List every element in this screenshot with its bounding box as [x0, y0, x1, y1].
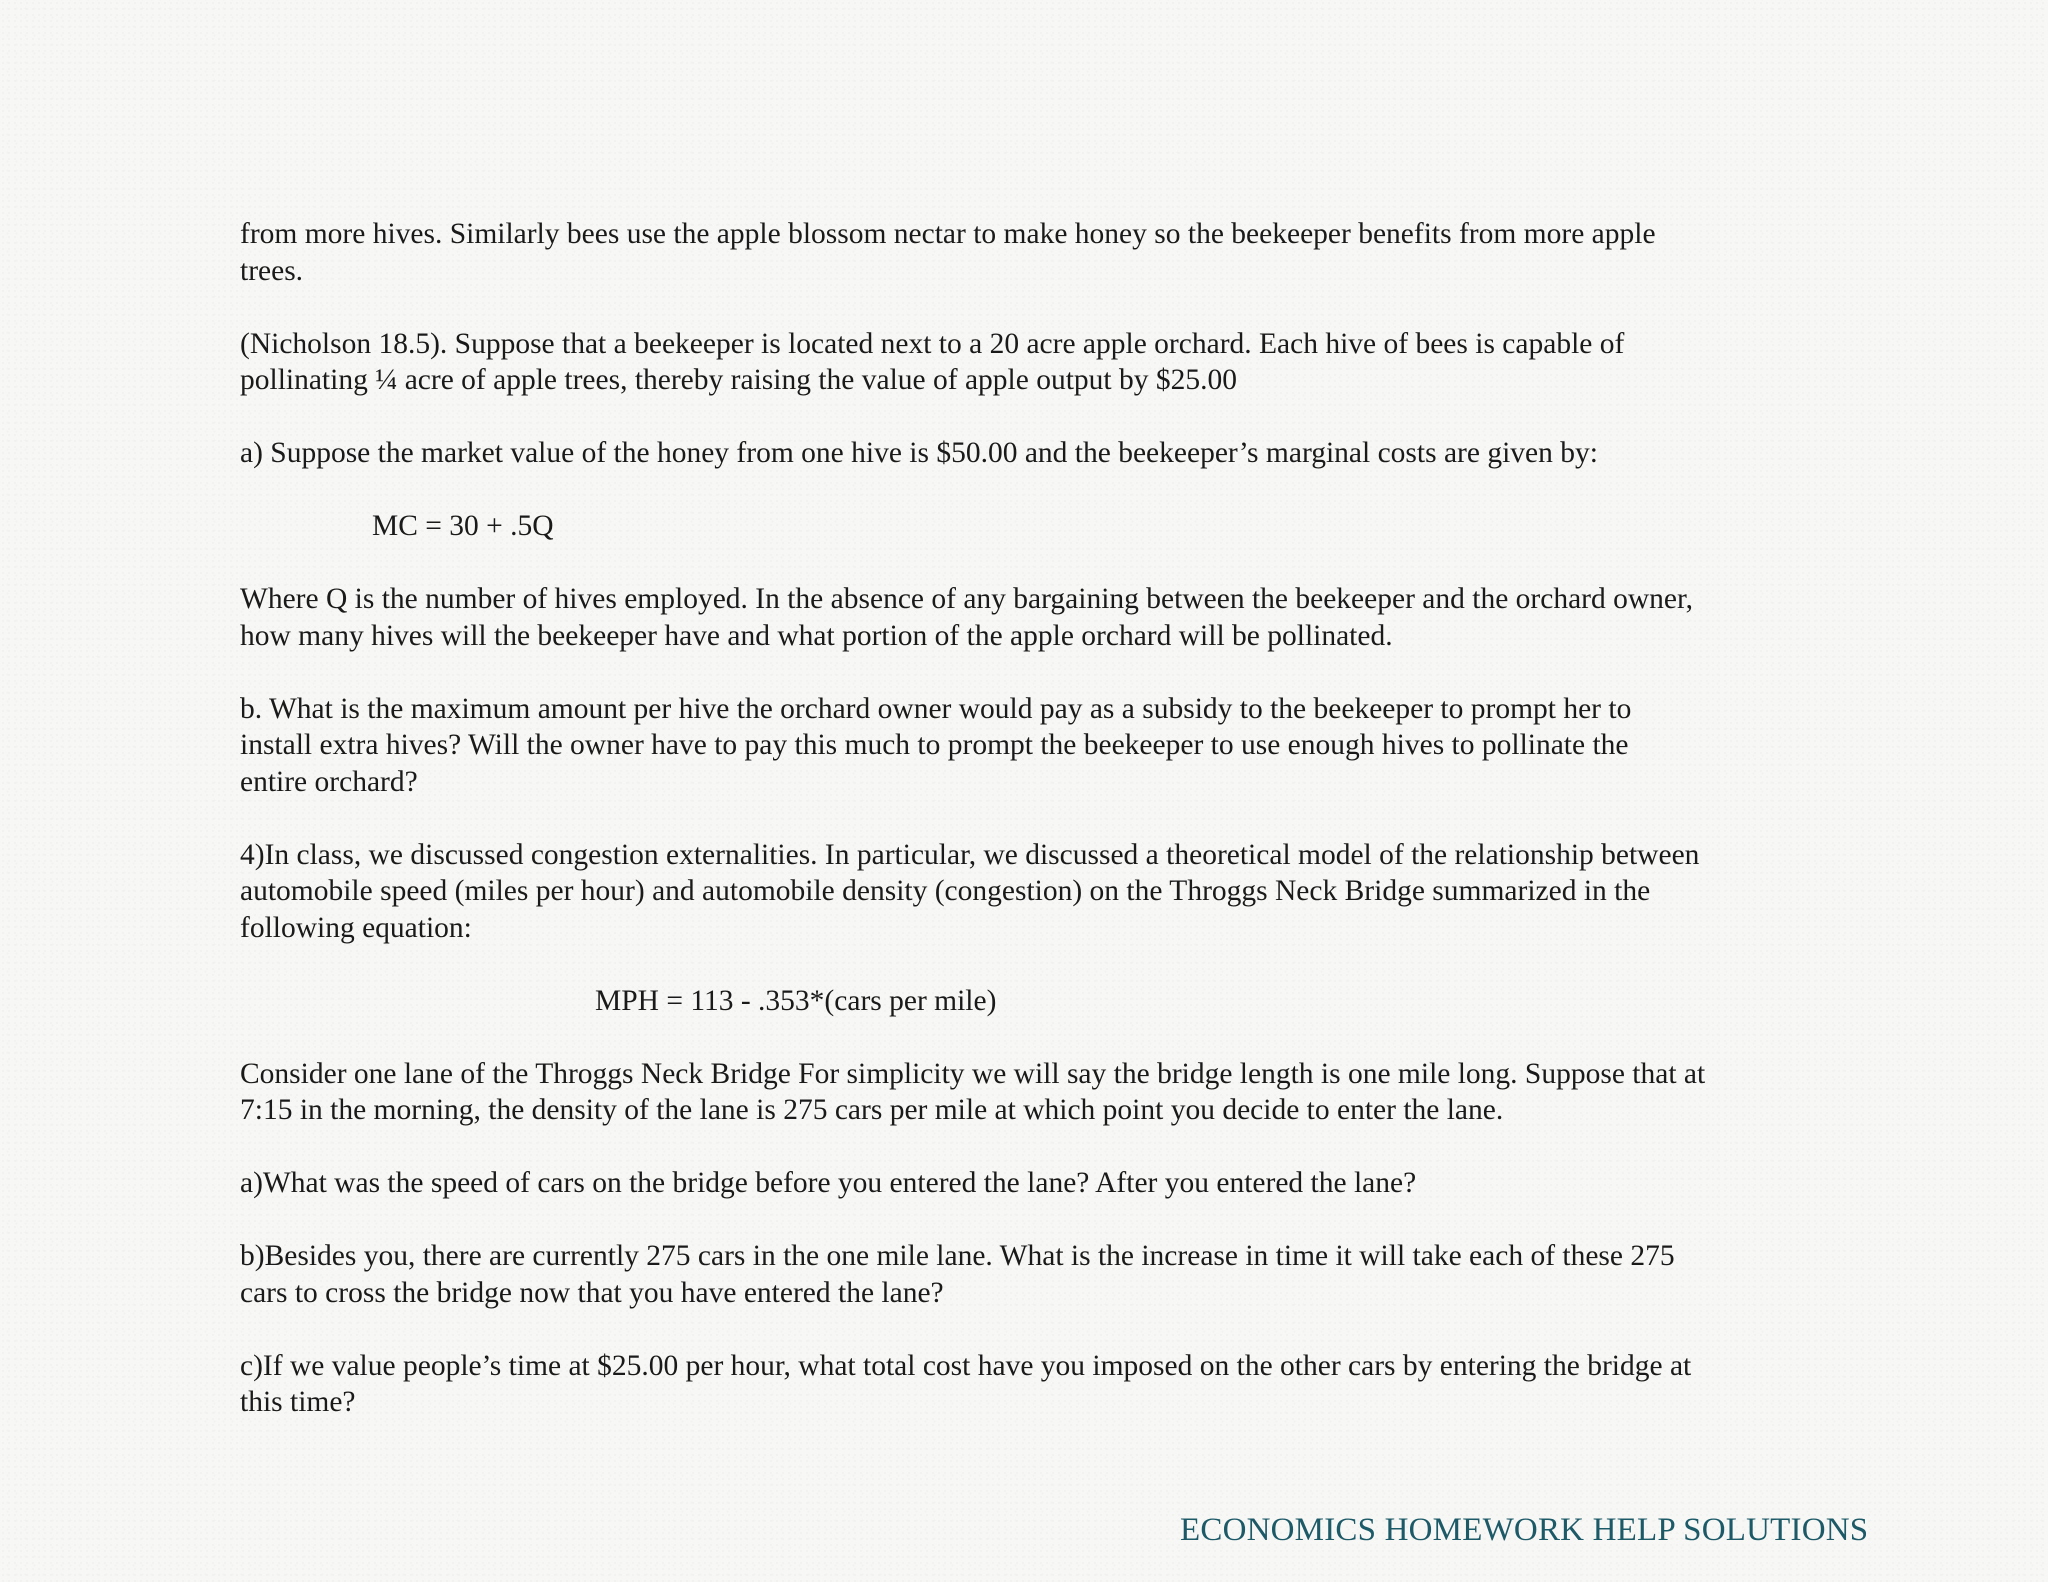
text-line: a) Suppose the market value of the honey from one hive is $50.00 and the beekeeper’s marginal costs are given by: [240, 437, 1598, 469]
text-line: install extra hives? Will the owner have to pay this much to prompt the beekeeper to use enough hives to pollinate the [240, 729, 1629, 761]
formula-mph [240, 983, 1800, 1020]
paragraph-question-4b [240, 1238, 1800, 1311]
text-line: c)If we value people’s time at $25.00 per hour, what total cost have you imposed on the other cars by entering the bridge at [240, 1349, 1692, 1382]
paragraph-question-b [240, 691, 1800, 801]
text-line: b. What is the maximum amount per hive the orchard owner would pay as a subsidy to the beekeeper to prompt her to [240, 692, 1632, 725]
text-line: trees. [240, 254, 304, 287]
formula-text: MC = 30 + .5Q [372, 510, 554, 542]
paragraph-consider-lane [240, 1056, 1800, 1129]
text-line: cars to cross the bridge now that you have entered the lane? [240, 1276, 944, 1309]
paragraph-nicholson-problem [240, 326, 1800, 399]
text-line: b)Besides you, there are currently 275 cars in the one mile lane. What is the increase in time it will take each of these 275 [240, 1240, 1675, 1272]
text-line: 7:15 in the morning, the density of the lane is 275 cars per mile at which point you decide to enter the lane. [240, 1094, 1504, 1126]
text-line: (Nicholson 18.5). Suppose that a beekeeper is located next to a 20 acre apple orchard. Each hive of bees is capable of [240, 327, 1625, 360]
text-line: Where Q is the number of hives employed. In the absence of any bargaining between the beekeeper and the orchard owner, [240, 583, 1694, 615]
text-line: a)What was the speed of cars on the bridge before you entered the lane? After you entered the lane? [240, 1167, 1417, 1199]
text-line: 4)In class, we discussed congestion externalities. In particular, we discussed a theoretical model of the relationship between [240, 838, 1700, 871]
text-line: following equation: [240, 911, 472, 944]
paragraph-question-4c [240, 1348, 1800, 1421]
paragraph-question-4 [240, 837, 1800, 947]
paragraph-question-a [240, 435, 1800, 472]
text-line: entire orchard? [240, 765, 418, 798]
paragraph-question-4a [240, 1165, 1800, 1202]
paragraph-where-q [240, 581, 1800, 654]
text-line: automobile speed (miles per hour) and automobile density (congestion) on the Throggs Neck Bridge summarized in the [240, 875, 1651, 907]
formula-text: MPH = 113 - .353*(cars per mile) [595, 984, 997, 1017]
text-line: Consider one lane of the Throggs Neck Bridge For simplicity we will say the bridge length is one mile long. Suppose that at [240, 1057, 1706, 1090]
footer-brand-text: ECONOMICS HOMEWORK HELP SOLUTIONS [1180, 1512, 1869, 1548]
text-line: from more hives. Similarly bees use the apple blossom nectar to make honey so the beekeeper benefits from more apple [240, 218, 1656, 250]
text-line: how many hives will the beekeeper have and what portion of the apple orchard will be pollinated. [240, 619, 1393, 652]
formula-marginal-cost [240, 508, 1800, 545]
paragraph-intro [240, 216, 1800, 289]
text-line: pollinating ¼ acre of apple trees, thereby raising the value of apple output by $25.00 [240, 364, 1237, 396]
text-line: this time? [240, 1386, 356, 1418]
document-body [240, 216, 1800, 1457]
